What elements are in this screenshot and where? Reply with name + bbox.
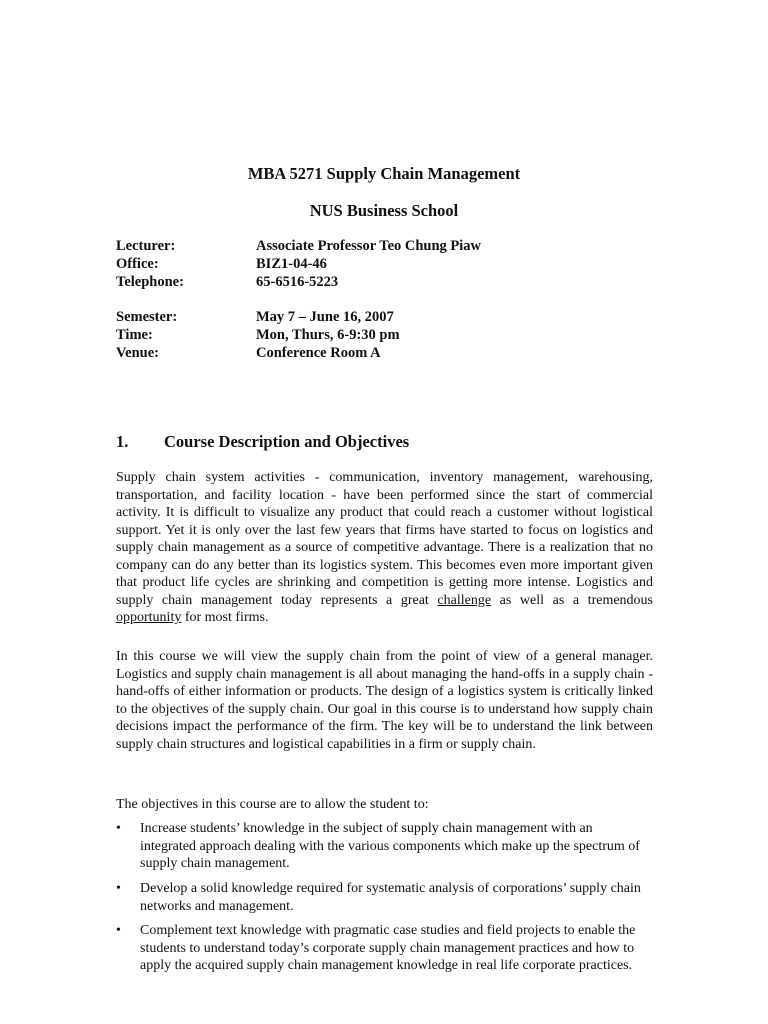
section-heading xyxy=(116,432,409,452)
info-value: 65-6516-5223 xyxy=(256,274,339,290)
info-label: Venue: xyxy=(116,345,159,361)
info-label: Telephone: xyxy=(116,274,184,290)
course-title: MBA 5271 Supply Chain Management xyxy=(247,164,521,183)
info-value: BIZ1-04-46 xyxy=(256,256,327,272)
paragraph-intro-end: for most firms. xyxy=(181,610,269,625)
info-label: Time: xyxy=(116,327,153,343)
paragraph-view: In this course we will view the supply chain from the point of view of a general manager. Logistics and supply chain management is all about managing the hand-offs in a supply chain - hand-offs of either information or products. The design of a logistics system is critically linked to the objectives of the supply chain. Our goal in this course is to understand how supply chain decisions impact the performance of the firm. The key will be to understand the link between supply chain structures and logistical capabilities in a firm or supply chain. xyxy=(116,649,653,752)
paragraph-intro-text: Supply chain system activities - communication, inventory management, warehousing, transportation, and facility location - have been performed since the start of commercial activity. It is difficult to visualize any product that could reach a customer without logistical support. Yet it is only over the last few years that firms have started to focus on logistics and supply chain management as a source of competitive advantage. There is a realization that no company can do any better than its logistics system. This becomes even more important given that product life cycles are shrinking and competition is getting more intense. Logistics and supply chain management today represents a great xyxy=(116,470,653,608)
bullet-icon: • xyxy=(116,821,121,836)
objective-text: Increase students’ knowledge in the subject of supply chain management with an integrated approach dealing with the various components which make up the spectrum of supply chain management. xyxy=(140,821,640,871)
section-title: Course Description and Objectives xyxy=(164,432,410,451)
info-label: Lecturer: xyxy=(116,238,176,254)
info-value: Mon, Thurs, 6-9:30 pm xyxy=(256,327,400,343)
list-item xyxy=(116,820,653,873)
section-number: 1. xyxy=(116,432,129,451)
underlined-opportunity: opportunity xyxy=(116,610,182,625)
bullet-icon: • xyxy=(116,881,121,896)
info-label: Office: xyxy=(116,256,159,272)
paragraph-intro xyxy=(116,469,653,627)
info-label: Semester: xyxy=(116,309,178,325)
list-item xyxy=(116,922,653,975)
objectives-intro: The objectives in this course are to allow the student to: xyxy=(116,797,429,812)
underlined-challenge: challenge xyxy=(437,592,492,608)
objective-text: Develop a solid knowledge required for systematic analysis of corporations’ supply chain networks and management. xyxy=(140,881,641,914)
info-value: Associate Professor Teo Chung Piaw xyxy=(256,238,482,254)
info-value: Conference Room A xyxy=(256,345,381,361)
school-name: NUS Business School xyxy=(309,201,459,220)
bullet-icon: • xyxy=(116,923,121,938)
paragraph-intro-mid: as well as a tremendous xyxy=(491,592,654,608)
list-item xyxy=(116,880,653,915)
info-value: May 7 – June 16, 2007 xyxy=(256,309,394,325)
objective-text: Complement text knowledge with pragmatic case studies and field projects to enable the students to understand today’s corporate supply chain management practices and how to apply the acquired supply chain management knowledge in real life corporate practices. xyxy=(140,923,636,973)
